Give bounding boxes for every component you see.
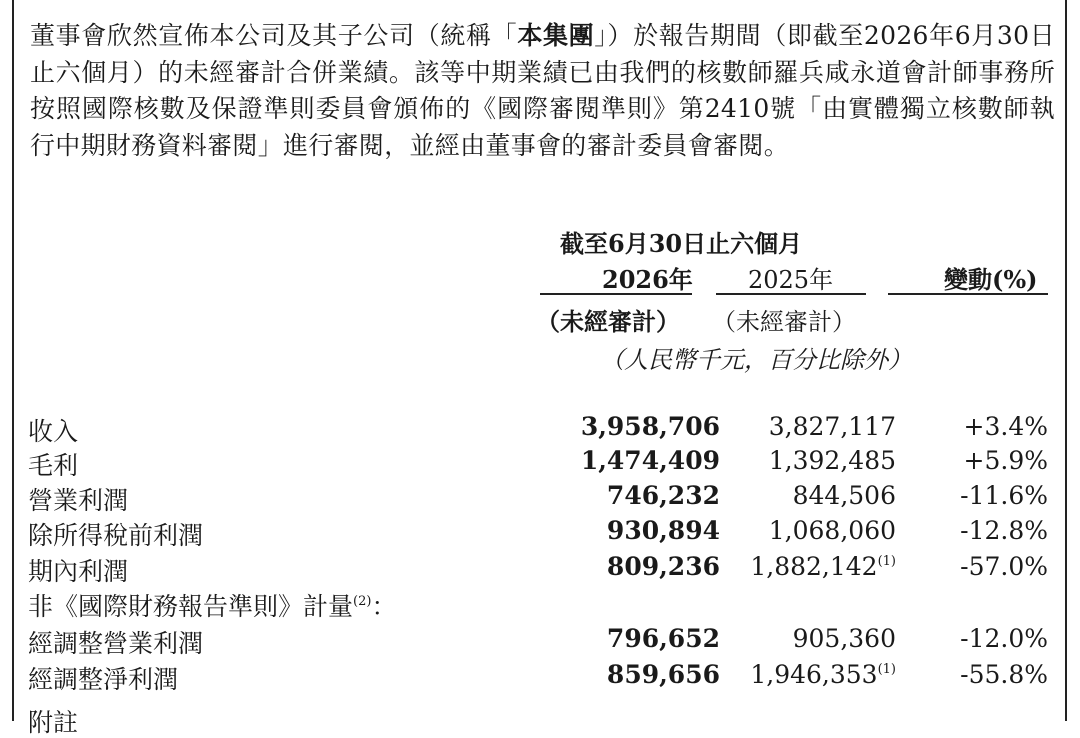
col-2025-year: 2025年	[748, 266, 834, 294]
rule-2025	[716, 293, 866, 295]
table-row: 經調整淨利潤 859,656 1,946,353$^{(1)}$ -55.8%	[28, 660, 1048, 694]
table-row: 營業利潤 746,232 844,506 -11.6%	[28, 481, 1048, 515]
col-2026-year: 2026年	[602, 265, 693, 294]
table-row: 經調整營業利潤 796,652 905,360 -12.0%	[28, 624, 1048, 658]
period-header: 截至6月30日止六個月	[560, 229, 803, 258]
col-change-header: 變動(%)	[944, 265, 1038, 294]
intro-text-1: 董事會欣然宣佈本公司及其子公司（統稱「	[30, 21, 518, 50]
non-ifrs-heading: 非《國際財務報告準則》計量$^{(2)}$：	[28, 592, 397, 621]
table-row: 毛利 1,474,409 1,392,485 +5.9%	[28, 446, 1048, 480]
rule-2026	[540, 293, 692, 295]
rule-change	[888, 293, 1048, 295]
col-2026-note: （未經審計）	[536, 307, 680, 336]
table-row: 期內利潤 809,236 1,882,142$^{(1)}$ -57.0%	[28, 552, 1048, 586]
col-2025-note: （未經審計）	[712, 308, 856, 336]
intro-paragraph	[30, 18, 1055, 164]
group-term: 本集團	[517, 21, 595, 50]
unit-note: （人民幣千元，百分比除外）	[600, 346, 912, 374]
cut-off-footnote-heading: 附註	[28, 708, 79, 737]
table-row: 除所得稅前利潤 930,894 1,068,060 -12.8%	[28, 516, 1048, 550]
table-row: 收入 3,958,706 3,827,117 +3.4%	[28, 412, 1048, 446]
intro-text-2: 」）於報告期間（即截至2026年6月30日止六個月）的未經審計合併業績。該等中期業績已由我們的核數師羅兵咸永道會計師事務所按照國際核數及保證準則委員會頒佈的《國際審閱準則》第2410號「由實體獨立核數師執行中期財務資料審閱」進行審閱，並經由董事會的審計委員會審閱。	[30, 21, 1055, 160]
